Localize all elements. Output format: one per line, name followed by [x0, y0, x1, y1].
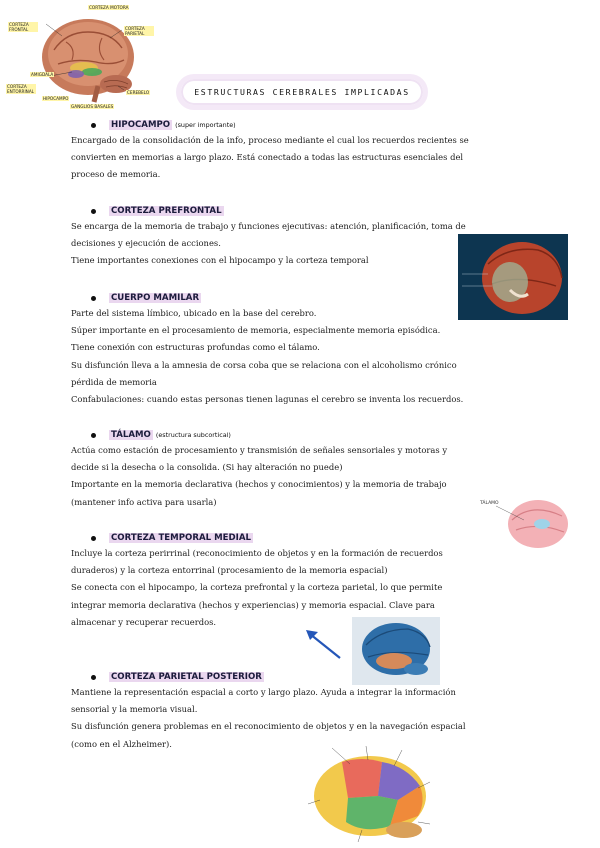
body-line: (mantener info activa para usarla): [71, 496, 217, 507]
body-line: Su disfunción lleva a la amnesia de corsa coba que se relaciona con el alcoholismo crónico: [71, 359, 457, 370]
bullet-icon: [91, 123, 96, 128]
label-corteza-motora: CORTEZA MOTORA: [89, 5, 129, 10]
brain-lobes-illustration: [302, 742, 440, 846]
section-body: [71, 305, 533, 408]
label-corteza-frontal: CORTEZA FRONTAL: [8, 22, 38, 32]
section-body: [71, 545, 533, 631]
body-line: Importante en la memoria declarativa (hechos y conocimientos) y la memoria de trabajo: [71, 479, 447, 490]
body-line: decisiones y ejecución de acciones.: [71, 238, 221, 249]
section-body: [71, 442, 533, 511]
body-line: Se encarga de la memoria de trabajo y funciones ejecutivas: atención, planificación, toma de: [71, 221, 466, 231]
section-cuerpo-mamilar: [71, 291, 533, 408]
body-line: Parte del sistema límbico, ubicado en la base del cerebro.: [71, 308, 317, 318]
section-corteza-parietal-posterior: [71, 670, 533, 753]
label-cerebelo: CEREBELO: [127, 90, 150, 95]
body-line: decide si la desecha o la consolida. (Si hay alteración no puede): [71, 462, 343, 473]
body-line: Tiene importantes conexiones con el hipocampo y la corteza temporal: [71, 255, 369, 266]
body-line: Actúa como estación de procesamiento y transmisión de señales sensoriales y motoras y: [71, 445, 448, 455]
page-title: ESTRUCTURAS CEREBRALES IMPLICADAS: [194, 87, 410, 97]
brain-regions-figure: [6, 2, 166, 110]
label-amigdala: AMIGDALA: [31, 72, 54, 77]
body-line: Tiene conexión con estructuras profundas como el tálamo.: [71, 342, 320, 353]
section-heading: [91, 118, 533, 132]
section-talamo: [71, 428, 533, 511]
heading-text: CORTEZA TEMPORAL MEDIAL: [111, 533, 251, 543]
body-line: (como en el Alzheimer).: [71, 738, 172, 749]
heading-note: (super importante): [175, 121, 236, 129]
bullet-icon: [91, 296, 96, 301]
body-line: Su disfunción genera problemas en el reconocimiento de objetos y en la navegación espacial: [71, 721, 466, 732]
body-line: sensorial y la memoria visual.: [71, 704, 198, 715]
section-corteza-temporal-medial: [71, 531, 533, 631]
heading-text: TÁLAMO: [111, 430, 151, 440]
bullet-icon: [91, 433, 96, 438]
bullet-icon: [91, 675, 96, 680]
body-line: Confabulaciones: cuando estas personas tienen lagunas el cerebro se inventa los recuerdos.: [71, 394, 464, 405]
bullet-icon: [91, 209, 96, 214]
body-line: pérdida de memoria: [71, 376, 157, 387]
brain-lobes-image: [302, 742, 440, 846]
body-line: almacenar y recuperar recuerdos.: [71, 616, 217, 627]
body-line: Encargado de la consolidación de la info, proceso mediante el cual los recuerdos recientes se: [71, 135, 469, 145]
section-heading: [91, 204, 533, 218]
label-ganglios-basales: GANGLIOS BASALES: [71, 104, 114, 109]
section-heading: [91, 428, 533, 442]
label-corteza-entorrinal: CORTEZA ENTORRINAL: [7, 84, 35, 94]
body-line: Se conecta con el hipocampo, la corteza prefrontal y la corteza parietal, lo que permite: [71, 582, 443, 593]
label-hipocampo: HIPOCAMPO: [43, 96, 69, 101]
title-banner: [176, 74, 428, 110]
body-line: Incluye la corteza perirrinal (reconocimiento de objetos y en la formación de recuerdos: [71, 548, 443, 558]
arrow-icon: [302, 626, 346, 664]
bullet-icon: [91, 536, 96, 541]
section-heading: [91, 291, 533, 305]
heading-text: CUERPO MAMILAR: [111, 293, 200, 303]
body-line: convierten en memorias a largo plazo. Está conectado a todas las estructuras esenciales del: [71, 152, 464, 163]
heading-note: (estructura subcortical): [155, 431, 231, 439]
body-line: duraderos) y la corteza entorrinal (procesamiento de la memoria espacial): [71, 565, 388, 576]
heading-text: CORTEZA PARIETAL POSTERIOR: [111, 672, 262, 682]
body-line: Súper importante en el procesamiento de memoria, especialmente memoria episódica.: [71, 325, 441, 336]
heading-text: CORTEZA PREFRONTAL: [111, 206, 222, 216]
section-hipocampo: [71, 118, 533, 184]
body-line: integrar memoria declarativa (hechos y experiencias) y memoria espacial. Clave para: [71, 599, 435, 610]
section-body: [71, 132, 533, 184]
section-heading: [91, 670, 533, 684]
body-line: Mantiene la representación espacial a corto y largo plazo. Ayuda a integrar la información: [71, 687, 456, 697]
label-corteza-parietal: CORTEZA PARIETAL: [124, 26, 154, 36]
thalamus-label: TÁLAMO: [480, 501, 499, 506]
body-line: proceso de memoria.: [71, 169, 161, 180]
heading-text: HIPOCAMPO: [111, 120, 171, 130]
section-heading: [91, 531, 533, 545]
